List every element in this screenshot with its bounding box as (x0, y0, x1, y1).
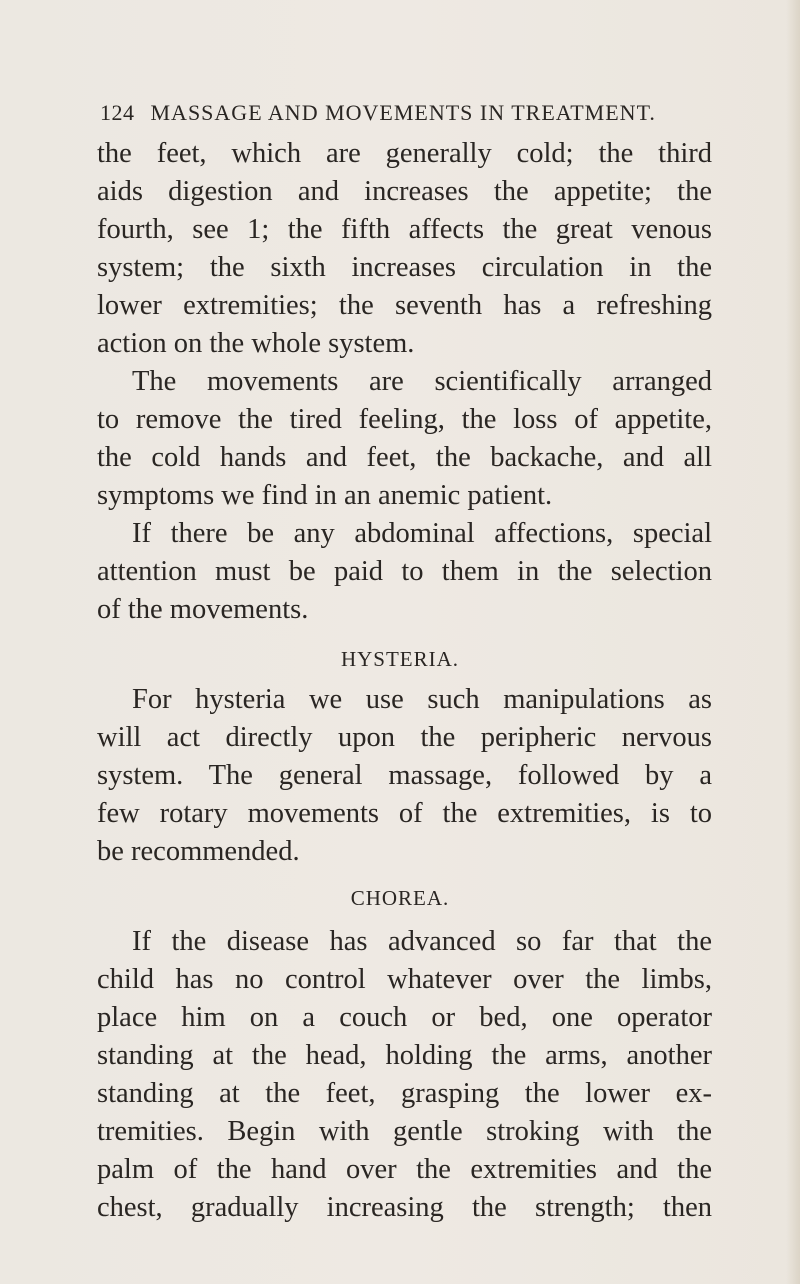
text-line: of the movements. (97, 594, 309, 625)
text-line: chest, gradually increasing the strength; then (97, 1192, 712, 1223)
text-line: For hysteria we use such manipulations as (132, 684, 712, 715)
text-line: lower extremities; the seventh has a refreshing (97, 290, 712, 321)
page-number: 124 (100, 100, 135, 125)
text-line: be recommended. (97, 836, 300, 867)
text-line: the cold hands and feet, the backache, and all (97, 442, 712, 473)
text-line: child has no control whatever over the limbs, (97, 964, 712, 995)
text-line: place him on a couch or bed, one operator (97, 1002, 712, 1033)
text-line: system; the sixth increases circulation in the (97, 252, 712, 283)
text-line: The movements are scientifically arranged (132, 366, 712, 397)
running-head (100, 100, 740, 126)
text-line: palm of the hand over the extremities and the (97, 1154, 712, 1185)
text-line: If there be any abdominal affections, special (132, 518, 712, 549)
text-line: symptoms we find in an anemic patient. (97, 480, 553, 511)
text-line: few rotary movements of the extremities, is to (97, 798, 712, 829)
text-line: to remove the tired feeling, the loss of appetite, (97, 404, 712, 435)
text-line: action on the whole system. (97, 328, 415, 359)
text-line: aids digestion and increases the appetite; the (97, 176, 712, 207)
text-line: will act directly upon the peripheric nervous (97, 722, 712, 753)
section-heading-hysteria: HYSTERIA. (340, 647, 460, 671)
text-line: standing at the head, holding the arms, another (97, 1040, 712, 1071)
text-line: the feet, which are generally cold; the third (97, 138, 712, 169)
section-heading-chorea: CHOREA. (350, 886, 450, 910)
page-edge-shadow (786, 0, 800, 1284)
text-line: attention must be paid to them in the selection (97, 556, 712, 587)
text-line: fourth, see 1; the fifth affects the great venous (97, 214, 712, 245)
text-line: standing at the feet, grasping the lower ex- (97, 1078, 712, 1109)
text-line: If the disease has advanced so far that the (132, 926, 712, 957)
text-line: tremities. Begin with gentle stroking with the (97, 1116, 712, 1147)
text-line: system. The general massage, followed by a (97, 760, 712, 791)
running-title: MASSAGE AND MOVEMENTS IN TREATMENT. (150, 100, 656, 125)
